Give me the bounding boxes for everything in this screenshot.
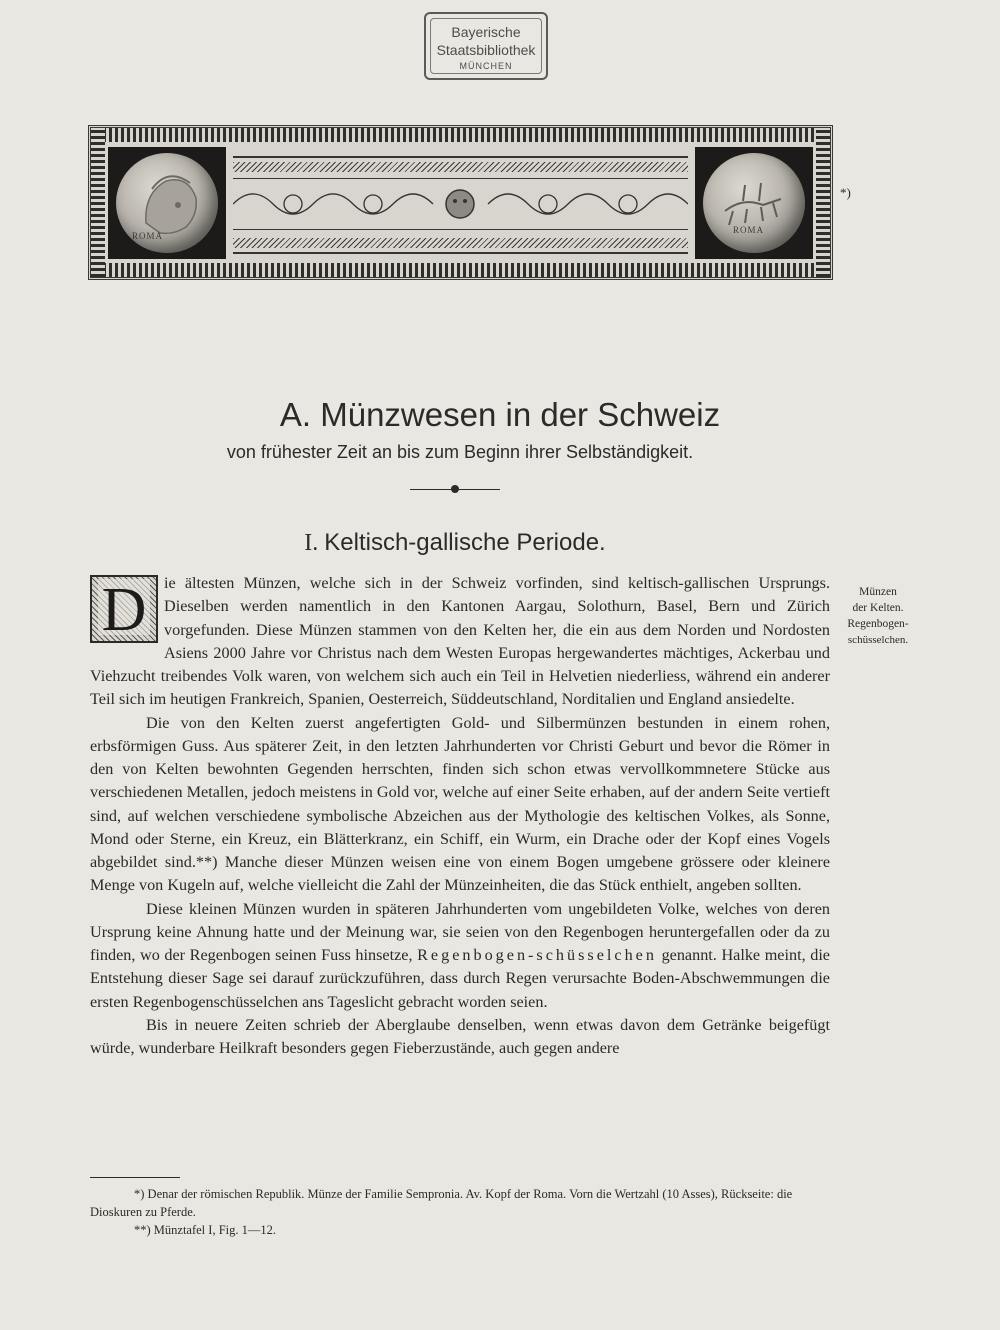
coin-frame-left — [108, 147, 226, 259]
section-title: Keltisch-gallische Periode. — [324, 529, 606, 556]
footnote-2: **) Münztafel I, Fig. 1—12. — [134, 1223, 276, 1237]
body-text — [90, 572, 830, 1060]
marginal-line-4: schüsselchen. — [847, 634, 909, 646]
footnotes — [90, 1185, 832, 1239]
paragraph-3-text-a: Diese kleinen Münzen wurden in späteren Jahrhunderten vom ungebildeten Volke, welches von deren Ursprung keine Ahnung hatte und der Meinung war, sie seien von den Regenbogen heruntergefallen oder da zu finden, wo der Regenbogen seinen Fuss hinsetze, — [90, 899, 830, 964]
marginal-line-1: Münzen — [859, 586, 897, 598]
horsemen-icon — [703, 153, 805, 253]
band-border-right — [816, 128, 830, 277]
page-title: A. Münzwesen in der Schweiz — [279, 396, 721, 433]
section-heading — [0, 529, 910, 557]
band-border-top — [91, 128, 830, 142]
dropcap-letter: D — [98, 579, 150, 635]
paragraph-4: Bis in neuere Zeiten schrieb der Aberglaube denselben, wenn etwas davon dem Getränke beigefügt würde, wunderbare Heilkraft besonders gegen Fieberzustände, auch gegen andere — [90, 1015, 830, 1057]
scrollwork-ornament-icon — [233, 179, 688, 229]
marginal-note — [838, 584, 918, 648]
divider-ornament-icon — [451, 485, 459, 493]
stamp-line-1: Bayerische — [451, 24, 521, 40]
paragraph-2: Die von den Kelten zuerst angefertigten Gold- und Silbermünzen bestunden in einem rohen, erbsförmigen Guss. Aus späterer Zeit, in den letzten Jahrhunderten vor Christi Geburt und bevor die Römer in den von Kelten bewohnten Gegenden herrschten, finden sich schon etwas vervollkommnetere Stücke aus verschiedenen Metallen, jedoch meistens in Gold vor, welche auf einer Seite erhaben, auf der andern Seite vertieft sind, auf welchen verschiedene symbolische Abzeichen aus der Mythologie des keltischen Volkes, als Sonne, Mond oder Sterne, ein Kreuz, ein Blätterkranz, ein Schiff, ein Wurm, ein Drache oder der Kopf eines Vogels abgebildet sind.**) Manche dieser Münzen weisen eine von einem Bogen umgebene grössere oder kleinere Menge von Kugeln auf, welche vielleicht die Zahl der Münzeinheiten, die das Stück enthielt, angeben sollten. — [90, 713, 830, 895]
paragraph-3-text-b: genannt. Halke meint, die Entstehung dieser Sage sei darauf zurückzuführen, dass durch Regen verursachte Boden-Abschwemmungen die ersten Regenbogenschüsselchen ans Tageslicht gebracht worden seien. — [90, 946, 830, 1011]
dioscuri-coin-image — [703, 153, 805, 253]
stamp-line-3: MÜNCHEN — [459, 61, 513, 71]
dropcap-initial — [90, 575, 158, 643]
marginal-line-2: der Kelten. — [852, 602, 904, 614]
ornamental-header-band — [88, 125, 833, 280]
paragraph-3-spaced-term: Regenbogen-schüsselchen — [417, 946, 657, 964]
ornamental-frieze — [233, 156, 688, 254]
frieze-scrollwork — [233, 178, 688, 230]
library-stamp — [424, 12, 548, 80]
frieze-hatch-top — [233, 162, 688, 172]
marginal-line-3: Regenbogen- — [847, 618, 909, 630]
page-subtitle: von frühester Zeit an bis zum Beginn ihrer Selbständigkeit. — [226, 442, 694, 462]
paragraph-1-text: ie ältesten Münzen, welche sich in der Schweiz vorfinden, sind keltisch-gallischen Ursprungs. Dieselben werden namentlich in den Kantonen Aargau, Solothurn, Basel, Bern und Zürich vorgefunden. Diese Münzen stammen von den Kelten her, die ein aus dem Norden und Nordosten Asiens 2000 Jahre vor Christus nach dem Westen Europas hergewandertes mächtiges, Ackerbau und Viehzucht treibendes Volk waren, von welchem sich auch ein Teil in Helvetien niederliess, während ein anderer Teil sich im heutigen Frankreich, Spanien, Oesterreich, Süddeutschland, Norditalien und England ansiedelte. — [90, 574, 830, 709]
band-border-left — [91, 128, 105, 277]
footnote-1: *) Denar der römischen Republik. Münze der Familie Sempronia. Av. Kopf der Roma. Vorn die Wertzahl (10 Asses), Rückseite: die Dioskuren zu Pferde. — [90, 1187, 793, 1219]
paragraph-1 — [90, 572, 830, 712]
header-footnote-mark: *) — [840, 185, 851, 200]
band-border-bottom — [91, 263, 830, 277]
footnote-rule — [90, 1177, 180, 1178]
right-coin-legend: ROMA — [733, 225, 765, 235]
paragraph-3 — [90, 898, 830, 1014]
frieze-hatch-bottom — [233, 238, 688, 248]
left-coin-legend: ROMA — [132, 231, 164, 241]
section-number: I. — [304, 530, 319, 556]
coin-frame-right — [695, 147, 813, 259]
stamp-line-2: Staatsbibliothek — [436, 42, 536, 58]
